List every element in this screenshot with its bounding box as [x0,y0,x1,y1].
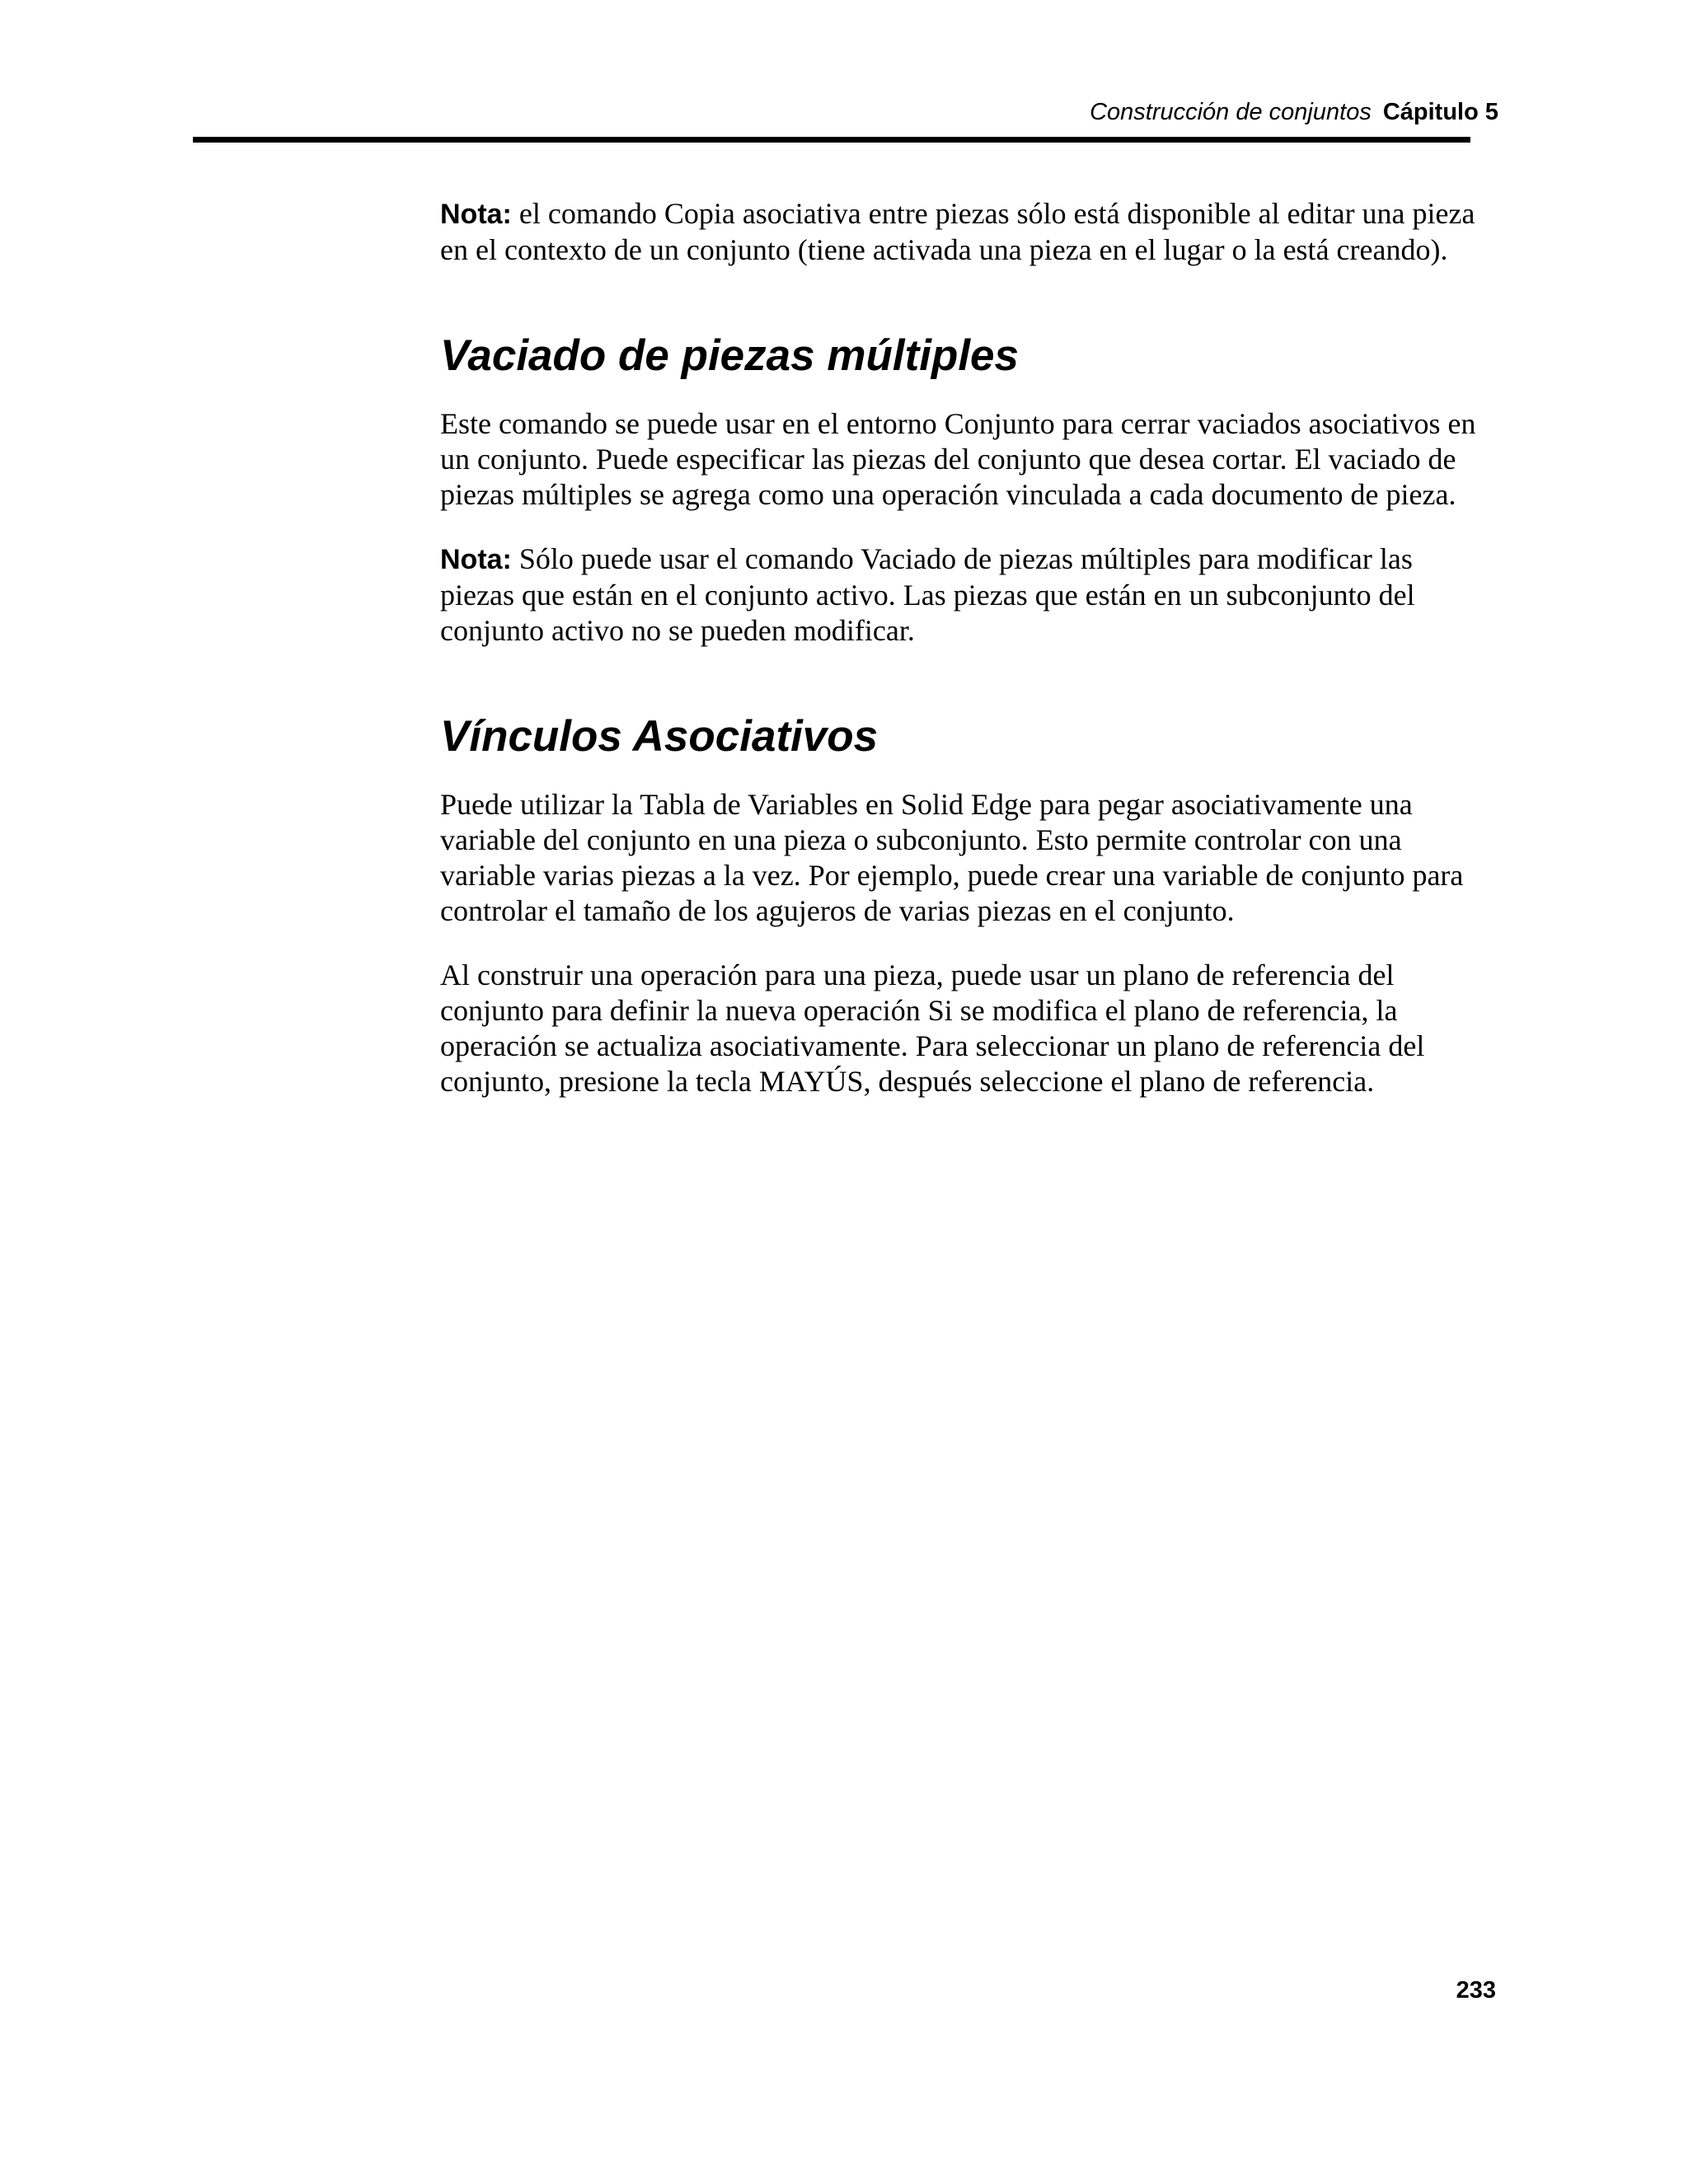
page-number: 233 [1456,1977,1496,2004]
header-section-title: Construcción de conjuntos [1090,99,1372,125]
body-paragraph: Este comando se puede usar en el entorno Conjunto para cerrar vaciados asociativos en un conjunto. Puede especificar las piezas del conjunto que desea cortar. El vaciado de piezas múltiples se agrega como una operación vinculada a cada documento de pieza. [440,407,1476,511]
note-text: el comando Copia asociativa entre piezas sólo está disponible al editar una pieza en el contexto de un conjunto (tiene activada una pieza en el lugar o la está creando). [440,197,1475,266]
note-label: Nota: [440,544,512,575]
note-paragraph-1 [440,196,1487,268]
page-content [440,196,1487,1099]
note-paragraph-2 [440,541,1487,649]
body-paragraph: Al construir una operación para una pieza, puede usar un plano de referencia del conjunto para definir la nueva operación Si se modifica el plano de referencia, la operación se actualiza asociativamente. Para seleccionar un plano de referencia del conjunto, presione la tecla MAYÚS, después seleccione el plano de referencia. [440,958,1425,1098]
body-paragraph: Puede utilizar la Tabla de Variables en Solid Edge para pegar asociativamente una variable del conjunto en una pieza o subconjunto. Esto permite controlar con una variable varias piezas a la vez. Por ejemplo, puede crear una variable de conjunto para controlar el tamaño de los agujeros de varias piezas en el conjunto. [440,788,1464,927]
note-label: Nota: [440,199,512,230]
section-heading-vaciado: Vaciado de piezas múltiples [440,331,1019,380]
header-chapter-label: Cápitulo 5 [1382,99,1498,125]
note-text: Sólo puede usar el comando Vaciado de piezas múltiples para modificar las piezas que están en el conjunto activo. Las piezas que están en un subconjunto del conjunto activo no se pueden modificar. [440,542,1415,647]
header-rule [193,137,1470,143]
running-header [1090,97,1498,127]
section-heading-vinculos: Vínculos Asociativos [440,712,879,761]
